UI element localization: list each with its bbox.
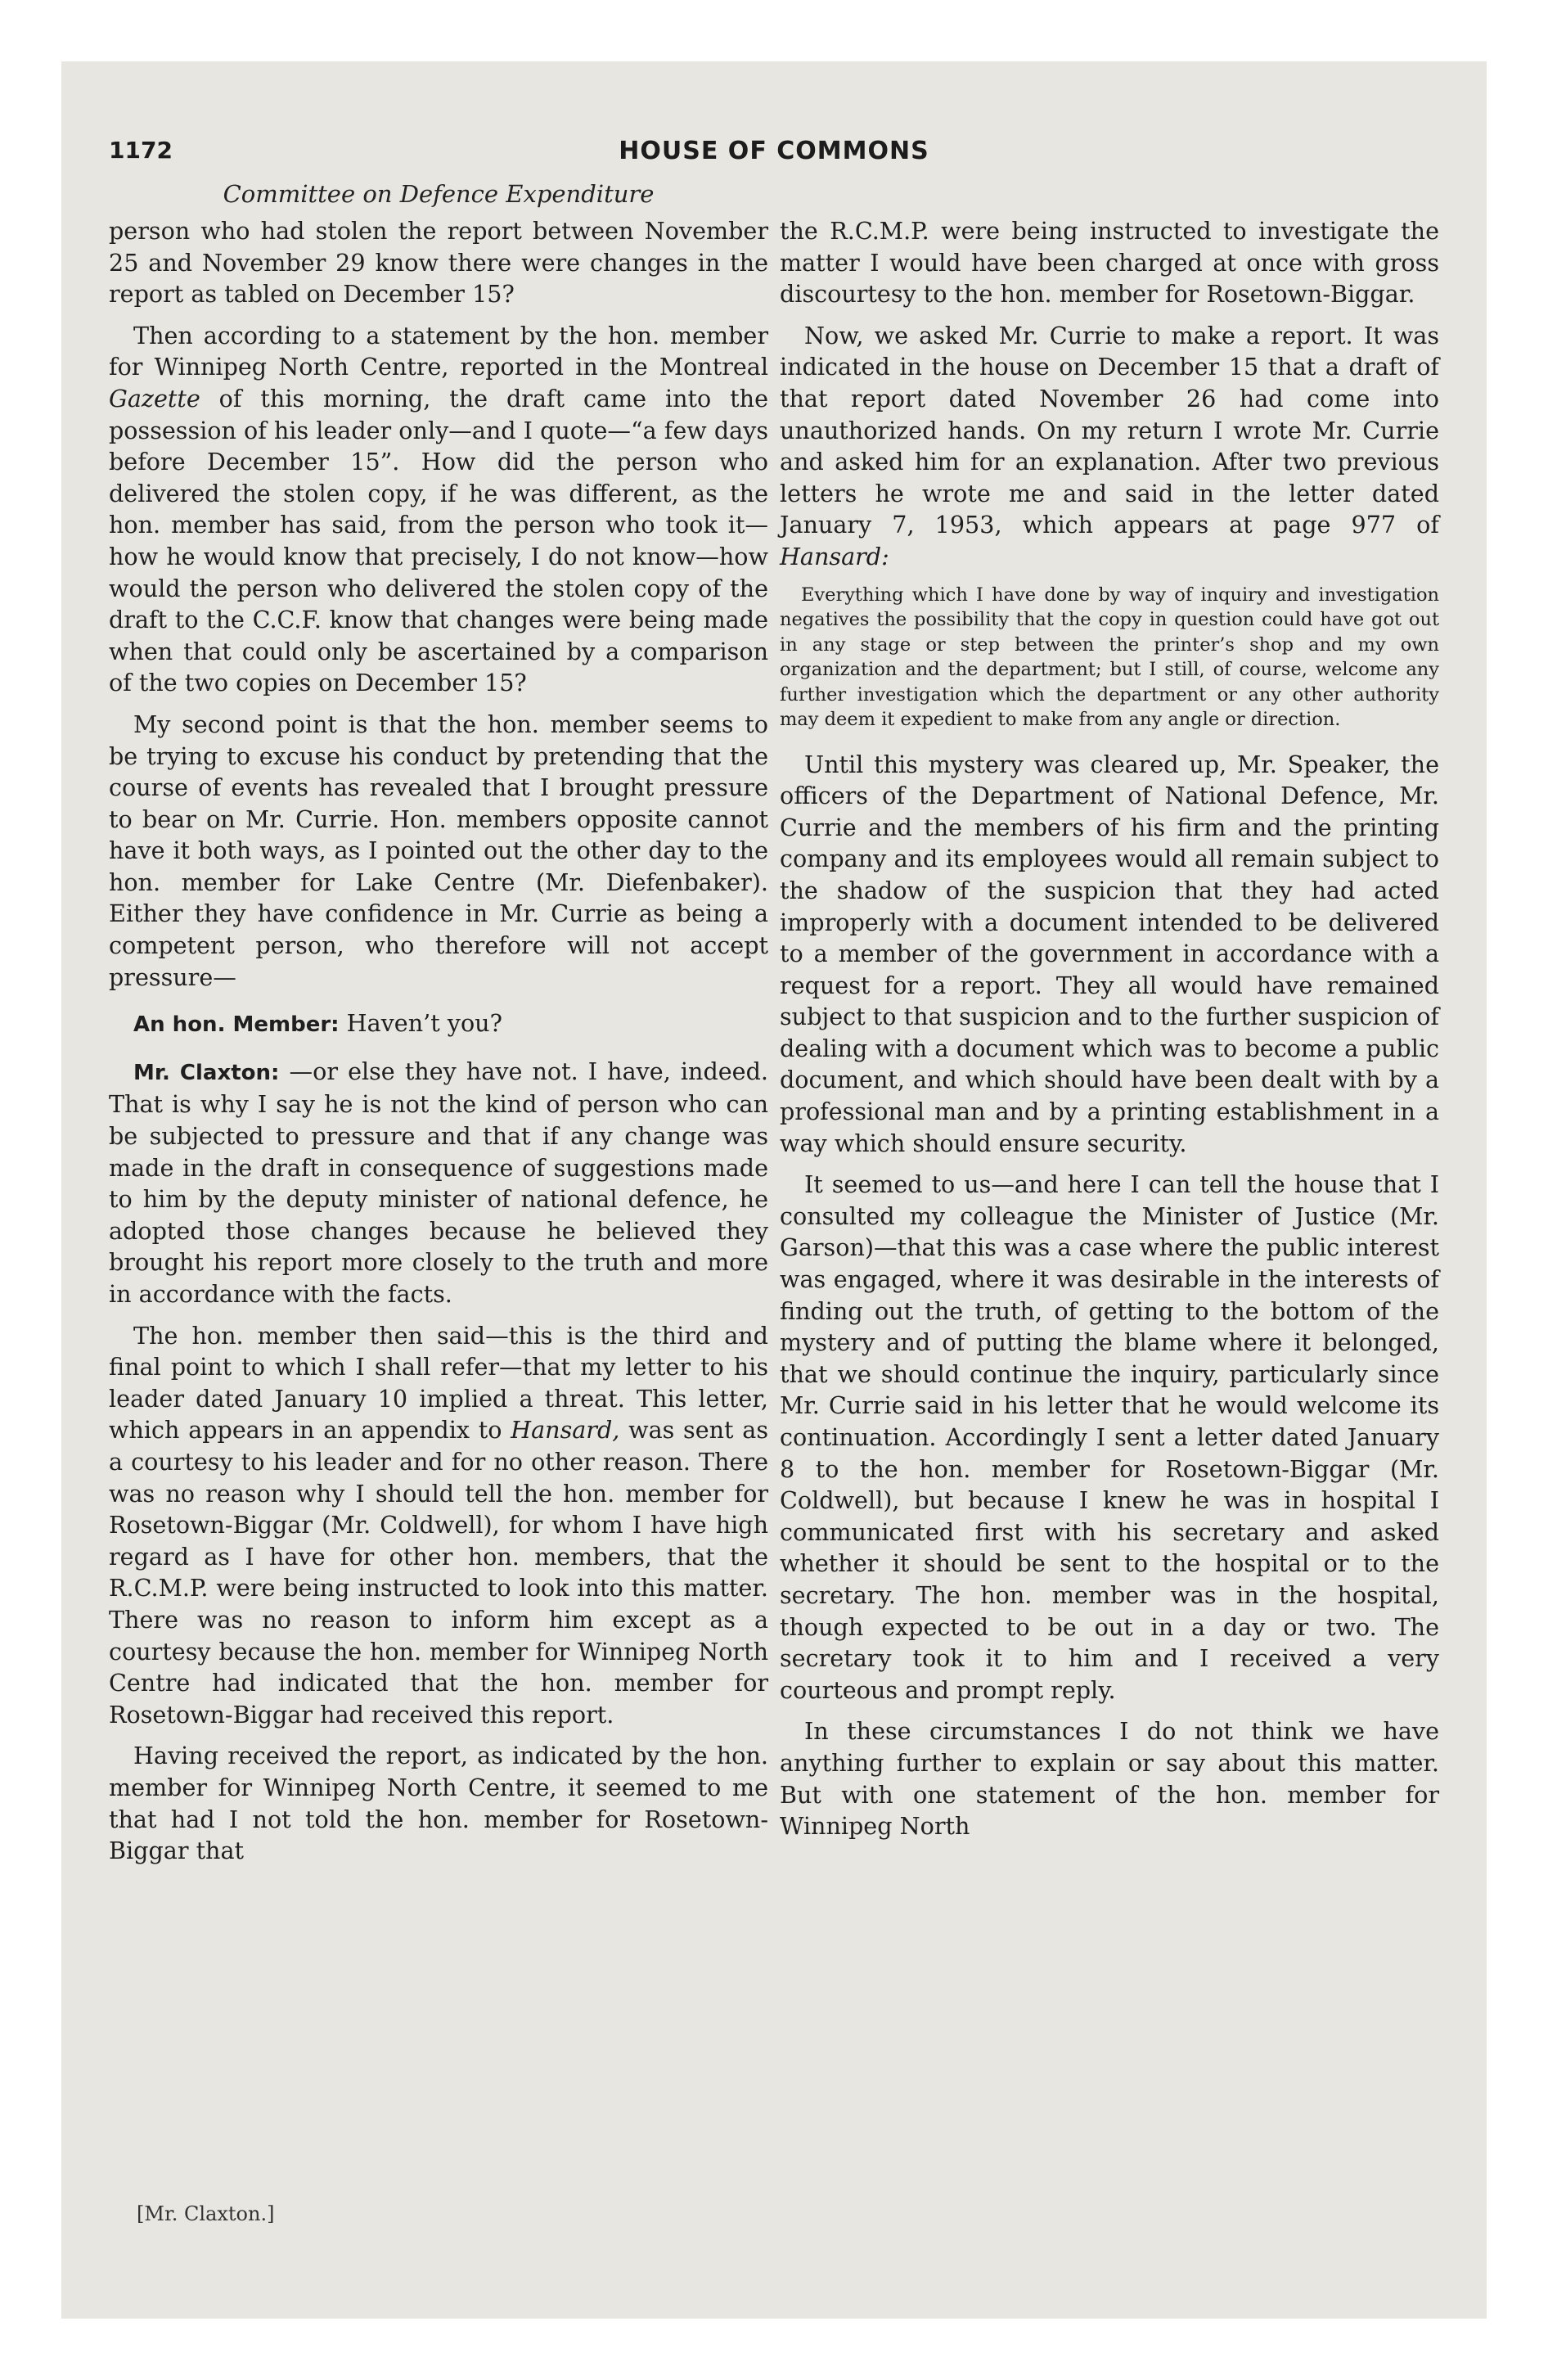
paragraph: It seemed to us—and here I can tell the house that I consulted my colleague the Minister of Justice (Mr. Garson)—that this was a case where the public interest was engaged, where it was desirable in the interests of finding out the truth, of getting to the bottom of the mystery and of putting the blame where it belonged, that we should continue the inquiry, particularly since Mr. Currie said in his letter that he would welcome its continuation. Accordingly I sent a letter dated January 8 to the hon. member for Rosetown-Biggar (Mr. Coldwell), but because I knew he was in hospital I communicated first with his secretary and asked whether it should be sent to the hospital or to the secretary. The hon. member was in the hospital, though expected to be out in a day or two. The secretary took it to him and I received a very courteous and prompt reply. [780,1170,1439,1704]
text-run: of this morning, the draft came into the possession of his leader only—and I quote—“a few days before December 15”. How did the person who delivered the stolen copy, if he was different, as the hon. member has said, from the person who took it—how he would know that precisely, I do not know—how would the person who delivered the stolen copy of the draft to the C.C.F. know that changes were being made when that could only be ascertained by a comparison of the two copies on December 15? [109,384,769,697]
paragraph [780,320,1439,573]
paragraph [109,1320,768,1731]
text-run: —or else they have not. I have, indeed. That is why I say he is not the kind of person who can be subjected to pressure and that if any change was made in the draft in consequence of suggestions made to him by the deputy minister of national defence, he adopted those changes because he believed they brought his report more closely to the truth and more in accordance with the facts. [109,1057,768,1308]
paragraph: My second point is that the hon. member seems to be trying to excuse his conduct by pretending that the course of events has revealed that I brought pressure to bear on Mr. Currie. Hon. members opposite cannot have it both ways, as I pointed out the other day to the hon. member for Lake Centre (Mr. Diefenbaker). Either they have confidence in Mr. Currie as being a competent person, who therefore will not accept pressure— [109,710,768,991]
paragraph [109,1007,768,1041]
italic-text: Hansard: [780,542,889,570]
speaker-label: An hon. Member: [133,1012,340,1038]
text-run: The hon. member then said—this is the third and final point to which I shall refer—that my letter to his leader dated January 10 implied a threat. This letter, which appears in an appendix to [109,1321,768,1445]
right-column [780,215,1439,1852]
running-head [109,137,1439,173]
paragraph: the R.C.M.P. were being instructed to investigate the matter I would have been charged at once with gross discourtesy to the hon. member for Rosetown-Biggar. [780,217,1439,309]
paragraph: person who had stolen the report between November 25 and November 29 know there were changes in the report as tabled on December 15? [109,217,768,309]
paragraph [109,1056,768,1310]
paragraph: Until this mystery was cleared up, Mr. Speaker, the officers of the Department of National Defence, Mr. Currie and the members of his firm and the printing company and its employees would all remain subject to the shadow of the suspicion that they had acted improperly with a document intended to be delivered to a member of the government in accordance with a request for a report. They all would have remained subject to that suspicion and to the further suspicion of dealing with a document which was to become a public document, and which should have been dealt with by a professional man and by a printing establishment in a way which should ensure security. [780,750,1439,1157]
left-column [109,215,768,1877]
document-page [61,61,1487,2319]
paragraph: Having received the report, as indicated by the hon. member for Winnipeg North Centre, it seemed to me that had I not told the hon. member for Rosetown-Biggar that [109,1742,768,1865]
text-run: Now, we asked Mr. Currie to make a report. It was indicated in the house on December 15 that a draft of that report dated November 26 had come into unauthorized hands. On my return I wrote Mr. Currie and asked him for an explanation. After two previous letters he wrote me and said in the letter dated January 7, 1953, which appears at page 977 of [780,321,1439,539]
paragraph: In these circumstances I do not think we have anything further to explain or say about this matter. But with one statement of the hon. member for Winnipeg North [780,1717,1439,1841]
italic-text: Gazette [109,384,200,412]
speaker-footer-note: [Mr. Claxton.] [137,2202,275,2225]
text-run: was sent as a courtesy to his leader and for no other reason. There was no reason why I should tell the hon. member for Rosetown-Biggar (Mr. Coldwell), for whom I have high regard as I have for other hon. members, that the R.C.M.P. were being instructed to look into this matter. There was no reason to inform him except as a courtesy because the hon. member for Winnipeg North Centre had indicated that the hon. member for Rosetown-Biggar had received this report. [109,1416,768,1729]
text-run: Haven’t you? [339,1009,502,1038]
block-quote: Everything which I have done by way of inquiry and investigation negatives the possibility that the copy in question could have got out in any stage or step between the printer’s shop and my own organization and the department; but I still, of course, welcome any further investigation which the department or any other authority may deem it expedient to make from any angle or direction. [780,584,1439,731]
page-number: 1172 [109,137,173,164]
journal-title: HOUSE OF COMMONS [619,137,929,165]
text-run: Then according to a statement by the hon. member for Winnipeg North Centre, reported in the Montreal [109,321,768,381]
section-subtitle: Committee on Defence Expenditure [223,180,655,208]
speaker-label: Mr. Claxton: [133,1060,280,1085]
italic-text: Hansard, [511,1416,620,1445]
paragraph [109,320,768,699]
